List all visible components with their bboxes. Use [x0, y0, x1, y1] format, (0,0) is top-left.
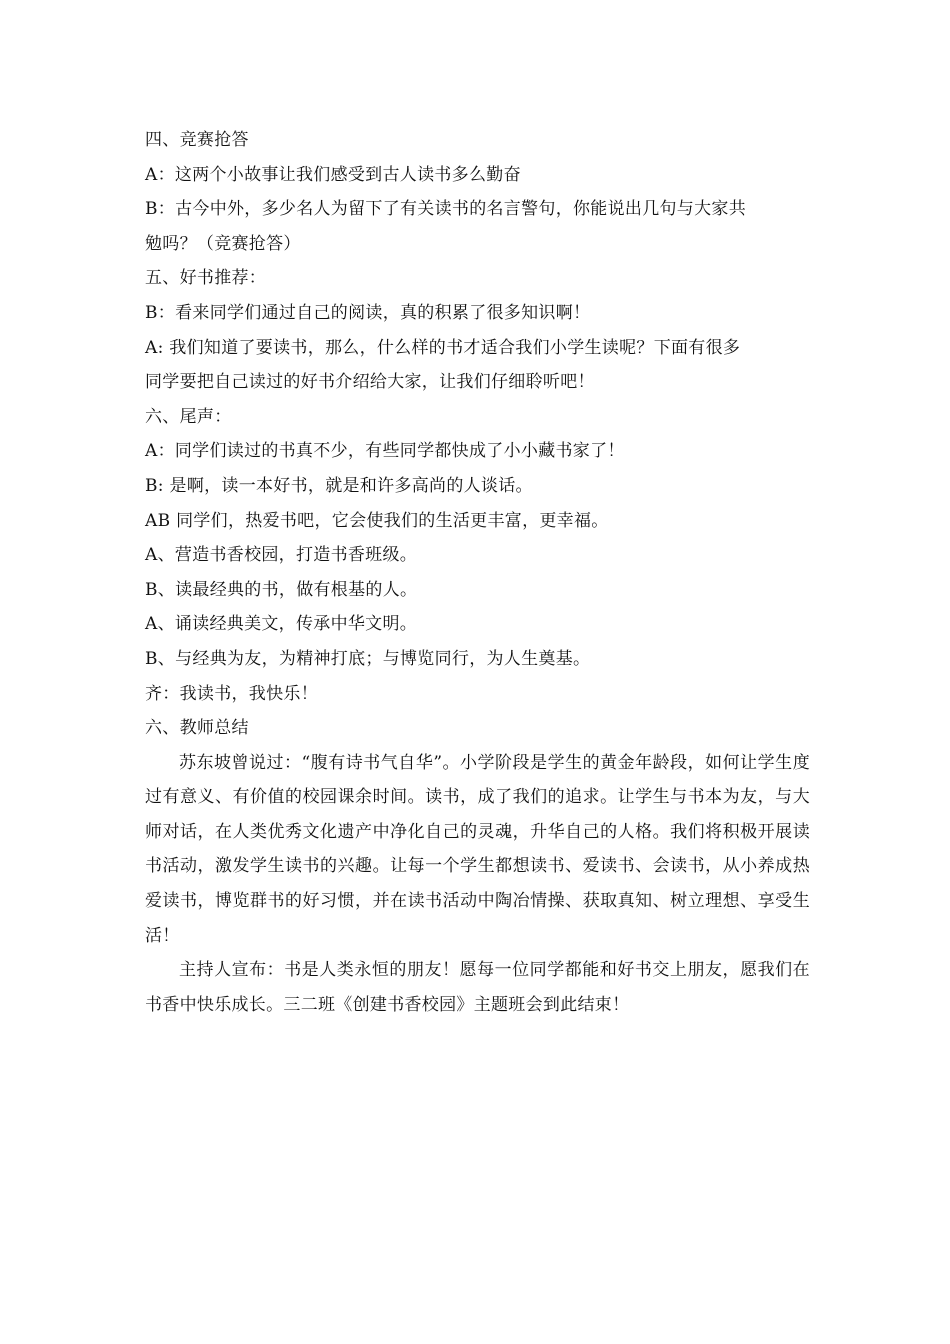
closing-paragraph: 主持人宣布：书是人类永恒的朋友！愿每一位同学都能和好书交上朋友，愿我们在书香中快乐成长。三二班《创建书香校园》主题班会到此结束！: [145, 960, 810, 1015]
section-heading-book-recommend: 五、好书推荐：: [145, 268, 267, 289]
document-page: [145, 123, 810, 1022]
section-heading-contest: 四、竞赛抢答: [145, 130, 249, 150]
text-line: B：看来同学们通过自己的阅读，真的积累了很多知识啊！: [145, 302, 591, 323]
text-line: B、读最经典的书，做有根基的人。: [145, 579, 418, 600]
text-line: B、与经典为友，为精神打底；与博览同行，为人生奠基。: [145, 648, 591, 669]
text-line: A：这两个小故事让我们感受到古人读书多么勤奋: [145, 164, 521, 185]
text-line: 勉吗？（竞赛抢答）: [145, 233, 301, 254]
text-line: A、诵读经典美文，传承中华文明。: [145, 614, 418, 635]
text-line: A: 我们知道了要读书，那么，什么样的书才适合我们小学生读呢？下面有很多: [145, 337, 741, 358]
section-heading-teacher-summary: 六、教师总结: [145, 718, 249, 739]
text-line: B: 是啊，读一本好书，就是和许多高尚的人谈话。: [145, 475, 533, 496]
summary-paragraph: 苏东坡曾说过：“腹有诗书气自华”。小学阶段是学生的黄金年龄段，如何让学生度过有意义、有价值的校园课余时间。读书，成了我们的追求。让学生与书本为友，与大师对话，在人类优秀文化遗产中净化自己的灵魂，升华自己的人格。我们将积极开展读书活动，激发学生读书的兴趣。让每一个学生都想读书、爱读书、会读书，从小养成热爱读书，博览群书的好习惯，并在读书活动中陶冶情操、获取真知、树立理想、享受生活！: [145, 752, 810, 946]
text-line: B：古今中外，多少名人为留下了有关读书的名言警句，你能说出几句与大家共: [145, 199, 746, 220]
text-line: 同学要把自己读过的好书介绍给大家，让我们仔细聆听吧！: [145, 372, 595, 393]
text-line: A：同学们读过的书真不少，有些同学都快成了小小藏书家了！: [145, 441, 625, 462]
section-heading-epilogue: 六、尾声：: [145, 406, 232, 427]
text-line: A、营造书香校园，打造书香班级。: [145, 545, 418, 566]
text-line: AB 同学们，热爱书吧，它会使我们的生活更丰富，更幸福。: [145, 510, 609, 531]
text-line: 齐：我读书，我快乐！: [145, 683, 318, 704]
